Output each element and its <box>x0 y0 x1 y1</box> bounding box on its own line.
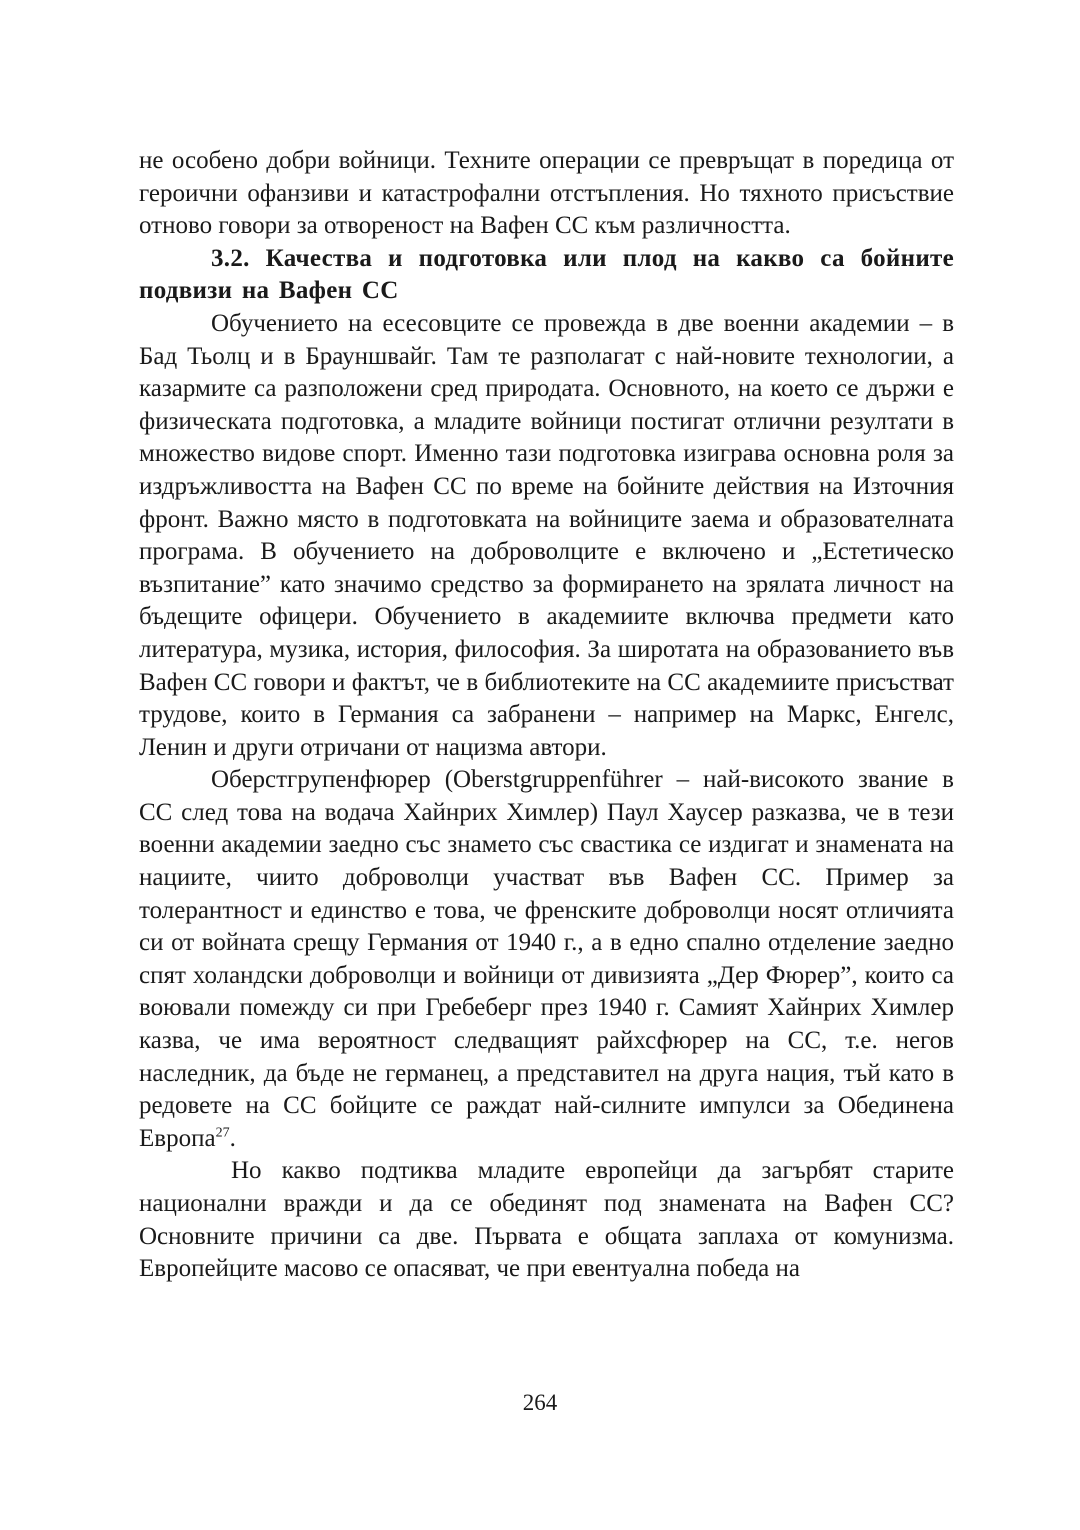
page-number: 264 <box>522 1390 558 1415</box>
paragraph-continuation: не особено добри войници. Техните операции се превръщат в поредица от героични офанзиви и катастрофални отстъпления. Но тяхното присъствие отново говори за отвореност на Вафен СС към различността. <box>139 147 954 240</box>
paragraph-hausser-end: . <box>229 1124 236 1152</box>
section-heading: 3.2. Качества и подготовка или плод на какво са бойните подвизи на Вафен СС <box>139 244 954 305</box>
paragraph-motivation: Но какво подтиква младите европейци да загърбят старите национални вражди и да се обединят под знамената на Вафен СС? Основните причини са две. Първата е общата заплаха от комунизма. Европейците масово се опасяват, че при евентуална победа на <box>139 1157 954 1283</box>
paragraph-training: Обучението на есесовците се провежда в две военни академии – в Бад Тьолц и в Брауншвайг. Там те разполагат с най-новите технологии, а казармите са разположени сред природата. Основното, на което се държи е физическата подготовка, а младите войници постигат отлични резултати в множество видове спорт. Именно тази подготовка изиграва основна роля за издръжливостта на Вафен СС по време на бойните действия на Източния фронт. Важно място в подготовката на войниците заема и образователната програма. В обучението на доброволците е включено и „Естетическо възпитание” като значимо средство за формирането на зрялата личност на бъдещите офицери. Обучението в академиите включва предмети като литература, музика, история, философия. За широтата на образованието във Вафен СС говори и фактът, че в библиотеките на СС академиите присъстват трудове, които в Германия са забранени – например на Маркс, Енгелс, Ленин и други отричани от нацизма автори. <box>139 309 954 761</box>
body-text <box>139 145 954 1286</box>
footnote-reference[interactable]: 27 <box>215 1125 230 1141</box>
paragraph-hausser-text: Оберстгрупенфюрер (Oberstgruppenführer – най-високото звание в СС след това на водача Хайнрих Химлер) Паул Хаусер разказва, че в тези военни академии заедно със знамето със свастика се издигат и знамената на нациите, чиито доброволци участват във Вафен СС. Пример за толерантност и единство е това, че френските доброволци носят отличията си от войната срещу Германия от 1940 г., а в едно спално отделение заедно спят холандски доброволци и войници от дивизията „Дер Фюрер”, които са воювали помежду си при Гребеберг през 1940 г. Самият Хайнрих Химлер казва, че има вероятност следващият райхсфюрер на СС, т.е. негов наследник, да бъде не германец, а представител на друга нация, тъй като в редовете на СС бойците се раждат най-силните импулси за Обединена Европа <box>139 766 954 1152</box>
paragraph-hausser <box>139 764 954 1155</box>
